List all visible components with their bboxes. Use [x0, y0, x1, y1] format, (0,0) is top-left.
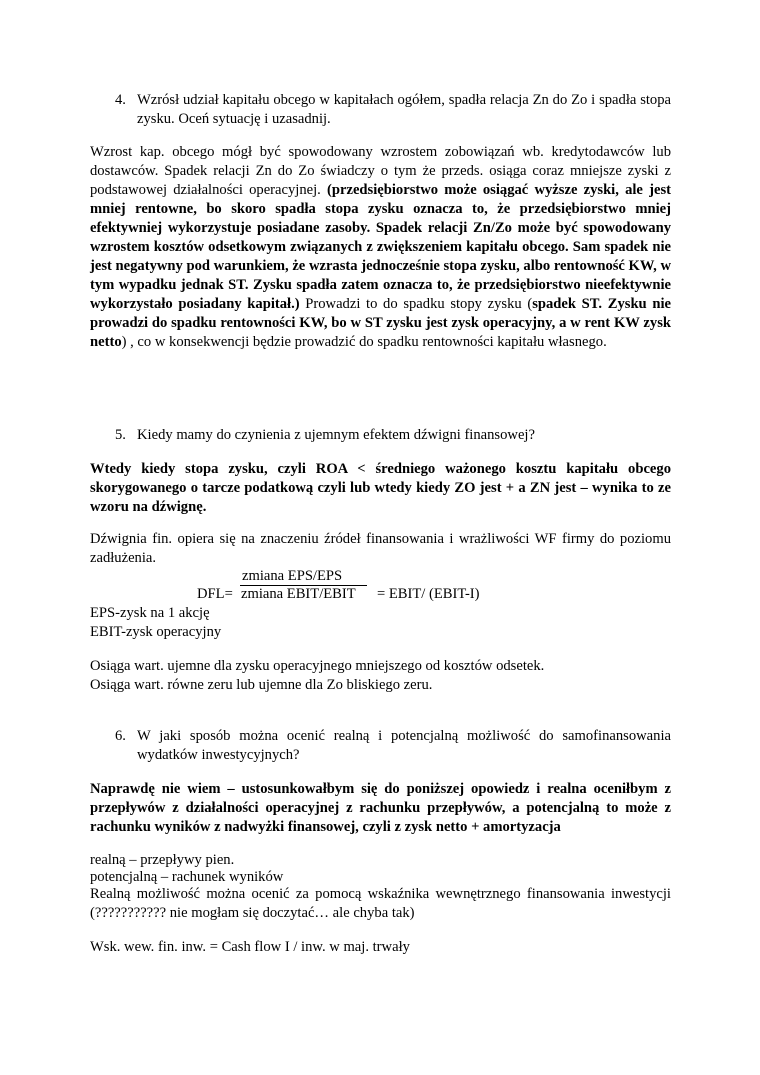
formula-denominator: zmiana EBIT/EBIT	[241, 586, 356, 602]
definition-ebit: EBIT-zysk operacyjny	[90, 624, 222, 640]
formula-numerator: zmiana EPS/EPS	[242, 568, 343, 584]
answer-paragraph: Realną możliwość można ocenić za pomocą wskaźnika wewnętrznego finansowania inwestycji (??????????? nie mogłam się doczytać… ale chyba tak)	[90, 886, 671, 921]
question-4	[115, 91, 671, 129]
formula-line: Wsk. wew. fin. inw. = Cash flow I / inw. w maj. trwały	[90, 939, 410, 955]
note-line: Osiąga wart. ujemne dla zysku operacyjnego mniejszego od kosztów odsetek.	[90, 658, 545, 674]
answer-line: potencjalną – rachunek wyników	[90, 869, 284, 885]
answer-4	[90, 143, 671, 352]
note-line: Osiąga wart. równe zeru lub ujemne dla Zo bliskiego zeru.	[90, 677, 433, 693]
answer-bold-text: spadek ST. Zysku nie prowadzi do spadku rentowności KW, bo w ST zysku jest zysk operacyjny, a w rent KW zysk netto	[90, 296, 671, 350]
answer-text: Wzrost kap. obcego mógł być spowodowany wzrostem zobowiązań wb. kredytodawców lub dostawców. Spadek relacji Zn do Zo świadczy o tym że przeds. osiąga coraz mniejsze zyski z podstawowej działalności operacyjnej.	[90, 144, 671, 198]
question-number: 6.	[115, 728, 126, 744]
formula-lhs: DFL=	[197, 586, 233, 602]
answer-6-bold: Naprawdę nie wiem – ustosunkowałbym się do poniższej opowiedz i realna oceniłbym z przepływów z działalności operacyjnej z rachunku przepływów, a potencjalną to może z rachunku wyników z nadwyżki finansowej, czyli z zysk netto + amortyzacja	[90, 781, 671, 835]
formula-rhs: = EBIT/ (EBIT-I)	[377, 586, 480, 602]
answer-text: Prowadzi to do spadku stopy zysku (	[299, 296, 533, 312]
question-text: Wzrósł udział kapitału obcego w kapitałach ogółem, spadła relacja Zn do Zo i spadła stopa zysku. Oceń sytuację i uzasadnij.	[137, 92, 671, 127]
question-text: Kiedy mamy do czynienia z ujemnym efektem dźwigni finansowej?	[137, 427, 535, 443]
question-number: 4.	[115, 92, 126, 108]
answer-5-bold: Wtedy kiedy stopa zysku, czyli ROA < średniego ważonego kosztu kapitału obcego skorygowanego o tarcze podatkową czyli lub wtedy kiedy ZO jest + a ZN jest – wynika to ze wzoru na dźwignę.	[90, 461, 671, 515]
question-5	[115, 426, 671, 445]
answer-bold-text: (przedsiębiorstwo może osiągać wyższe zyski, ale jest mniej rentowne, bo skoro spadła stopa zysku oznacza to, że przedsiębiorstwo mniej efektywniej wykorzystuje posiadane zasoby. Spadek relacji Zn/Zo może być spowodowany wzrostem kosztów odsetkowym związanych z zwiększeniem kapitału obcego. Sam spadek nie jest negatywny pod warunkiem, że wzrasta jednocześnie stopa zysku, albo rentowność KW, w tym wypadku jednak ST. Zysku spadła zatem oznacza to, że przedsiębiorstwo nieefektywnie wykorzystało posiadany kapitał.)	[90, 182, 671, 312]
answer-5-explanation: Dźwignia fin. opiera się na znaczeniu źródeł finansowania i wrażliwości WF firmy do poziomu zadłużenia.	[90, 531, 671, 566]
answer-text: ) , co w konsekwencji będzie prowadzić do spadku rentowności kapitału własnego.	[121, 334, 607, 350]
answer-line: realną – przepływy pien.	[90, 852, 235, 868]
definition-eps: EPS-zysk na 1 akcję	[90, 605, 210, 621]
question-number: 5.	[115, 427, 126, 443]
question-6	[115, 727, 671, 765]
question-text: W jaki sposób można ocenić realną i potencjalną możliwość do samofinansowania wydatków inwestycyjnych?	[137, 728, 671, 763]
